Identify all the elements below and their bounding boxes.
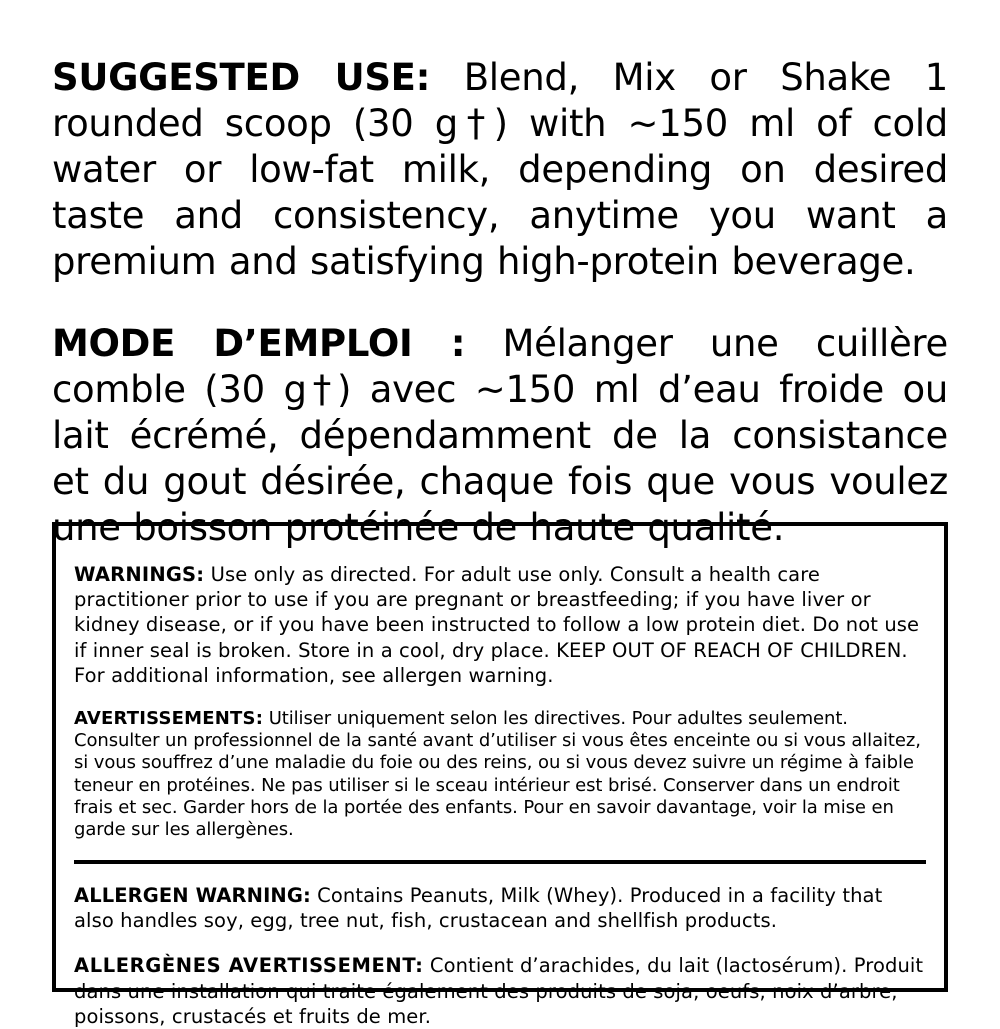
allergen-english-heading: ALLERGEN WARNING: (74, 884, 311, 908)
section-divider (74, 860, 926, 864)
warnings-english-heading: WARNINGS: (74, 562, 205, 586)
allergen-french-heading: ALLERGÈNES AVERTISSEMENT: (74, 954, 424, 978)
warnings-french (74, 708, 926, 842)
suggested-use-english-heading: SUGGESTED USE: (52, 56, 431, 99)
warnings-english-text: Use only as directed. For adult use only. Consult a health care practitioner prior to use if you are pregnant or breastfeeding; if you have liver or kidney disease, or if you have been instructed to follow a low protein diet. Do not use if inner seal is broken. Store in a cool, dry place. KEEP OUT OF REACH OF CHILDREN. For additional information, see allergen warning. (74, 562, 920, 687)
allergen-section (74, 883, 926, 1029)
suggested-use-french-text: Mélanger une cuillère comble (30 g†) avec ~150 ml d’eau froide ou lait écrémé, dépendamment de la consistance et du gout désirée, chaque fois que vous voulez une boisson protéinée de haute qualité. (52, 322, 948, 549)
suggested-use-french-heading: MODE D’EMPLOI : (52, 322, 466, 366)
suggested-use-french (52, 321, 948, 550)
allergen-french (74, 953, 926, 1029)
warnings-section (74, 562, 926, 842)
warnings-french-heading: AVERTISSEMENTS: (74, 707, 264, 729)
suggested-use-english (52, 55, 948, 284)
allergen-english (74, 883, 926, 934)
suggested-use-english-text: Blend, Mix or Shake 1 rounded scoop (30 g†) with ~150 ml of cold water or low-fat milk, depending on desired taste and consistency, anytime you want a premium and satisfying high-protein beverage. (52, 56, 948, 283)
suggested-use-block (52, 55, 948, 551)
allergen-english-text: Contains Peanuts, Milk (Whey). Produced in a facility that also handles soy, egg, tree nut, fish, crustacean and shellfish products. (74, 884, 883, 933)
warnings-english (74, 562, 926, 689)
allergen-french-text: Contient d’arachides, du lait (lactosérum). Produit dans une installation qui traite également des produits de soja, oeufs, noix d’arbre, poissons, crustacés et fruits de mer. (74, 954, 924, 1028)
warnings-box (52, 522, 948, 1028)
warnings-french-text: Utiliser uniquement selon les directives. Pour adultes seulement. Consulter un professionnel de la santé avant d’utiliser si vous êtes enceinte ou si vous allaitez, si vous souffrez d’une maladie du foie ou des reins, ou si vous devez suivre un régime à faible teneur en protéines. Ne pas utiliser si le sceau intérieur est brisé. Conserver dans un endroit frais et sec. Garder hors de la portée des enfants. Pour en savoir davantage, voir la mise en garde sur les allergènes. (74, 707, 921, 841)
